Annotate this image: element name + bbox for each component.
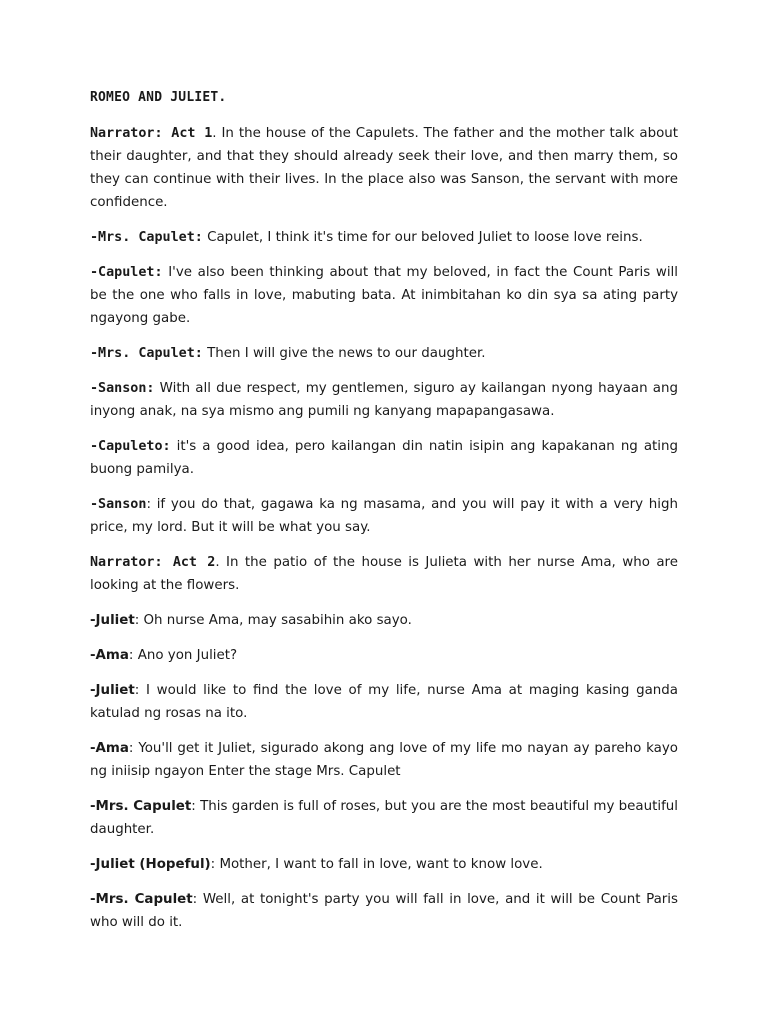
dialogue-line	[90, 853, 678, 876]
speaker-label: -Sanson	[90, 497, 147, 512]
line-text: : Oh nurse Ama, may sasabihin ako sayo.	[134, 613, 412, 628]
line-text: . In the house of the Capulets. The father and the mother talk about their daughter, and that they should already seek their love, and then marry them, so they can continue with their lives. In the place also was Sanson, the servant with more confidence.	[90, 126, 678, 210]
document-title: ROMEO AND JULIET.	[90, 90, 227, 105]
dialogue-line	[90, 644, 678, 667]
speaker-label: -Mrs. Capulet:	[90, 230, 203, 245]
line-text: With all due respect, my gentlemen, siguro ay kailangan nyong hayaan ang inyong anak, na sya mismo ang pumili ng kanyang mapapangasawa.	[90, 381, 678, 419]
line-text: : This garden is full of roses, but you are the most beautiful my beautiful daughter.	[90, 799, 679, 837]
document-page	[90, 86, 678, 946]
line-text: : if you do that, gagawa ka ng masama, and you will pay it with a very high price, my lord. But it will be what you say.	[90, 497, 678, 535]
dialogue-line	[90, 435, 678, 481]
line-text: Then I will give the news to our daughter.	[202, 346, 486, 361]
dialogue-line	[90, 888, 678, 934]
dialogue-line	[90, 795, 678, 841]
speaker-label: -Juliet	[90, 683, 135, 698]
speaker-label: -Ama	[90, 648, 129, 663]
narration-act-2	[90, 551, 678, 597]
speaker-label: Narrator: Act 1	[90, 126, 213, 141]
line-text: I've also been thinking about that my beloved, in fact the Count Paris will be the one who falls in love, mabuting bata. At inimbitahan ko din sya sa ating party ngayong gabe.	[90, 265, 678, 326]
speaker-label: -Juliet	[90, 613, 135, 628]
line-text: : Ano yon Juliet?	[128, 648, 238, 663]
dialogue-line	[90, 737, 678, 783]
narration-act-1	[90, 122, 678, 214]
line-text: : Well, at tonight's party you will fall in love, and it will be Count Paris who will do it.	[90, 892, 678, 930]
line-text: : You'll get it Juliet, sigurado akong ang love of my life mo nayan ay pareho kayo ng iniisip ngayon Enter the stage Mrs. Capulet	[90, 741, 678, 779]
speaker-label: -Ama	[90, 741, 129, 756]
dialogue-line	[90, 342, 678, 365]
speaker-label: -Capuleto:	[90, 439, 171, 454]
speaker-label: -Mrs. Capulet	[90, 892, 193, 907]
dialogue-line	[90, 679, 678, 725]
speaker-label: Narrator: Act 2	[90, 555, 216, 570]
line-text: . In the patio of the house is Julieta with her nurse Ama, who are looking at the flowers.	[90, 555, 678, 593]
speaker-label: -Capulet:	[90, 265, 163, 280]
speaker-label: -Sanson:	[90, 381, 155, 396]
speaker-label: -Mrs. Capulet	[90, 799, 192, 814]
dialogue-line	[90, 493, 678, 539]
line-text: : I would like to find the love of my life, nurse Ama at maging kasing ganda katulad ng rosas na ito.	[90, 683, 678, 721]
line-text: it's a good idea, pero kailangan din natin isipin ang kapakanan ng ating buong pamilya.	[90, 439, 678, 477]
line-text: : Mother, I want to fall in love, want to know love.	[210, 857, 543, 872]
dialogue-line	[90, 609, 678, 632]
line-text: Capulet, I think it's time for our beloved Juliet to loose love reins.	[202, 230, 643, 245]
dialogue-line	[90, 261, 678, 330]
speaker-label: -Juliet (Hopeful)	[90, 857, 211, 872]
speaker-label: -Mrs. Capulet:	[90, 346, 203, 361]
dialogue-line	[90, 377, 678, 423]
dialogue-line	[90, 226, 678, 249]
